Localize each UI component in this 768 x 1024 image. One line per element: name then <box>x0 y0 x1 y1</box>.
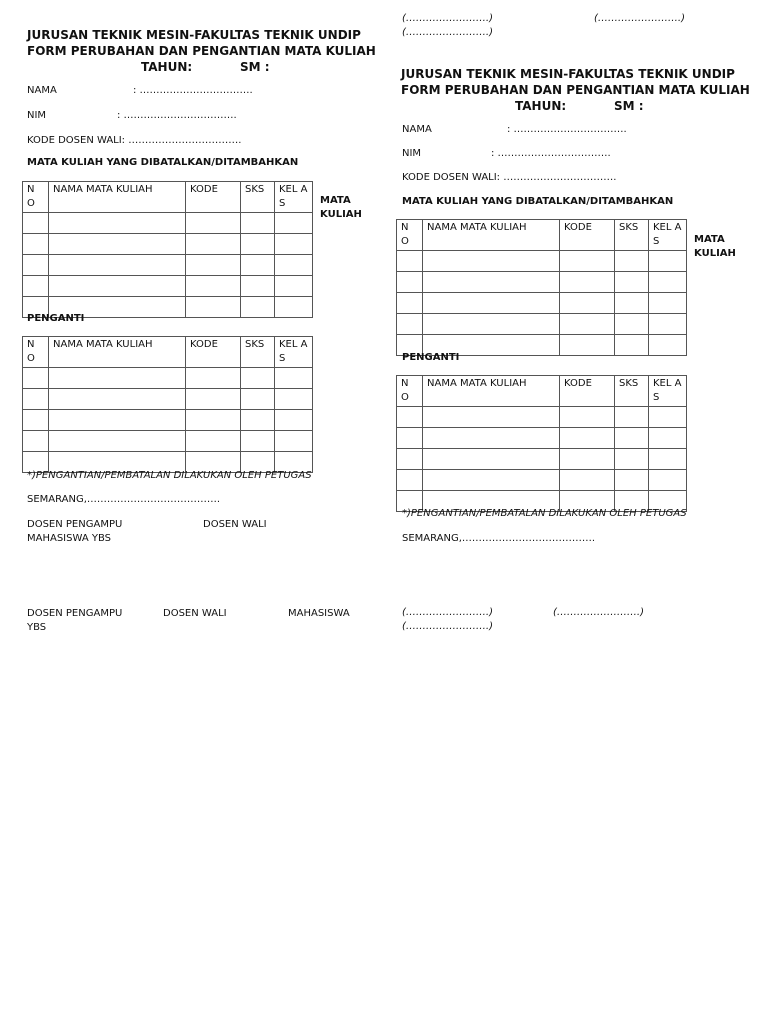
table-cell[interactable] <box>241 213 275 234</box>
table-cell[interactable] <box>615 272 649 293</box>
table-cell[interactable] <box>560 293 615 314</box>
right-sm-label: SM : <box>614 99 644 113</box>
table-cell[interactable] <box>397 449 423 470</box>
table-cell[interactable] <box>275 389 313 410</box>
col-header-no: N O <box>23 337 49 368</box>
left-sig2-dosen-wali: DOSEN WALI <box>163 608 227 619</box>
col-header-sks: SKS <box>241 337 275 368</box>
left-sig1-mahasiswa: MAHASISWA YBS <box>27 533 111 544</box>
col-header-sks: SKS <box>615 376 649 407</box>
table-row[interactable] <box>397 251 687 272</box>
table-cell[interactable] <box>186 276 241 297</box>
table-cell[interactable] <box>649 407 687 428</box>
right-header-line1: JURUSAN TEKNIK MESIN-FAKULTAS TEKNIK UNDIP <box>401 67 735 81</box>
col-header-kelas: KEL AS <box>275 182 313 213</box>
table-cell[interactable] <box>241 431 275 452</box>
table-cell[interactable] <box>423 272 560 293</box>
left-sig2-mahasiswa: MAHASISWA <box>288 608 350 619</box>
right-nim-label: NIM <box>402 148 422 159</box>
table-cell[interactable] <box>186 297 241 318</box>
table-cell[interactable] <box>560 449 615 470</box>
table-cell[interactable] <box>615 314 649 335</box>
table-cell[interactable] <box>241 297 275 318</box>
table-cell[interactable] <box>649 272 687 293</box>
table-cell[interactable] <box>397 293 423 314</box>
table-cell[interactable] <box>49 213 186 234</box>
table-cell[interactable] <box>615 428 649 449</box>
table-cell[interactable] <box>615 407 649 428</box>
table-cell[interactable] <box>649 251 687 272</box>
table-cell[interactable] <box>615 449 649 470</box>
table-cell[interactable] <box>423 428 560 449</box>
left-note: *)PENGANTIAN/PEMBATALAN DILAKUKAN OLEH PETUGAS <box>27 470 312 481</box>
left-sig2-dosen-pengampu: DOSEN PENGAMPU <box>27 608 123 619</box>
table-cell[interactable] <box>275 234 313 255</box>
table-cell[interactable] <box>23 234 49 255</box>
table-row[interactable] <box>23 368 313 389</box>
left-sm-label: SM : <box>240 60 270 74</box>
table-cell[interactable] <box>649 293 687 314</box>
col-header-sks: SKS <box>615 220 649 251</box>
table-cell[interactable] <box>186 368 241 389</box>
col-header-no: N O <box>23 182 49 213</box>
left-cancel-table <box>22 181 313 318</box>
col-header-nama: NAMA MATA KULIAH <box>49 337 186 368</box>
table-row[interactable] <box>23 255 313 276</box>
left-section1-title: MATA KULIAH YANG DIBATALKAN/DITAMBAHKAN <box>27 157 299 168</box>
right-replacement-table <box>396 375 687 512</box>
left-sig1-dosen-wali: DOSEN WALI <box>203 519 267 530</box>
table-cell[interactable] <box>649 335 687 356</box>
table-row[interactable] <box>23 234 313 255</box>
col-header-kode: KODE <box>186 337 241 368</box>
table-cell[interactable] <box>241 234 275 255</box>
table-cell[interactable] <box>615 251 649 272</box>
table-cell[interactable] <box>49 431 186 452</box>
table-row[interactable] <box>397 293 687 314</box>
right-section2-title: PENGANTI <box>402 352 460 363</box>
left-side-label-kuliah: KULIAH <box>320 209 362 220</box>
left-header-line2: FORM PERUBAHAN DAN PENGANTIAN MATA KULIAH <box>27 44 376 58</box>
table-cell[interactable] <box>423 293 560 314</box>
table-cell[interactable] <box>615 335 649 356</box>
left-side-label-mata: MATA <box>320 195 351 206</box>
table-row[interactable] <box>397 272 687 293</box>
table-cell[interactable] <box>23 431 49 452</box>
col-header-kelas: KEL AS <box>275 337 313 368</box>
col-header-no: N O <box>397 220 423 251</box>
table-cell[interactable] <box>423 407 560 428</box>
table-cell[interactable] <box>275 410 313 431</box>
table-row[interactable] <box>397 428 687 449</box>
col-header-nama: NAMA MATA KULIAH <box>49 182 186 213</box>
right-nama-label: NAMA <box>402 124 432 135</box>
right-top-sig-placeholder-2: (…………………….) <box>594 13 685 24</box>
left-section2-title: PENGANTI <box>27 313 85 324</box>
table-cell[interactable] <box>560 470 615 491</box>
table-cell[interactable] <box>423 449 560 470</box>
right-section1-title: MATA KULIAH YANG DIBATALKAN/DITAMBAHKAN <box>402 196 674 207</box>
table-cell[interactable] <box>615 470 649 491</box>
table-row[interactable] <box>397 314 687 335</box>
left-header-line1: JURUSAN TEKNIK MESIN-FAKULTAS TEKNIK UNDIP <box>27 28 361 42</box>
table-cell[interactable] <box>23 368 49 389</box>
left-sig2-ybs: YBS <box>27 622 47 633</box>
table-cell[interactable] <box>397 314 423 335</box>
right-semarang-field[interactable]: SEMARANG,…………………………………. <box>402 533 596 544</box>
table-cell[interactable] <box>186 410 241 431</box>
table-cell[interactable] <box>275 276 313 297</box>
table-cell[interactable] <box>560 251 615 272</box>
right-top-sig-placeholder-1: (…………………….) <box>402 13 493 24</box>
table-cell[interactable] <box>186 389 241 410</box>
table-cell[interactable] <box>241 368 275 389</box>
col-header-nama: NAMA MATA KULIAH <box>423 376 560 407</box>
table-cell[interactable] <box>275 297 313 318</box>
col-header-kode: KODE <box>186 182 241 213</box>
table-cell[interactable] <box>49 410 186 431</box>
table-cell[interactable] <box>275 431 313 452</box>
table-cell[interactable] <box>560 314 615 335</box>
table-cell[interactable] <box>275 213 313 234</box>
table-cell[interactable] <box>649 470 687 491</box>
table-row[interactable] <box>23 276 313 297</box>
table-cell[interactable] <box>560 272 615 293</box>
right-header-line2: FORM PERUBAHAN DAN PENGANTIAN MATA KULIAH <box>401 83 750 97</box>
table-cell[interactable] <box>560 335 615 356</box>
right-top-sig-placeholder-3: (…………………….) <box>402 27 493 38</box>
right-bottom-sig-placeholder-1: (…………………….) <box>402 607 493 618</box>
table-row[interactable] <box>397 449 687 470</box>
left-nama-label: NAMA <box>27 85 57 96</box>
table-cell[interactable] <box>397 272 423 293</box>
table-cell[interactable] <box>560 407 615 428</box>
right-nim-field[interactable]: : ……………………………. <box>491 148 611 159</box>
table-cell[interactable] <box>23 213 49 234</box>
left-kode-dosen-wali-field[interactable]: KODE DOSEN WALI: ……………………………. <box>27 135 242 146</box>
table-cell[interactable] <box>186 255 241 276</box>
table-cell[interactable] <box>423 470 560 491</box>
table-row[interactable] <box>397 470 687 491</box>
table-cell[interactable] <box>397 470 423 491</box>
table-cell[interactable] <box>649 314 687 335</box>
table-cell[interactable] <box>23 255 49 276</box>
table-cell[interactable] <box>275 368 313 389</box>
col-header-kelas: KEL AS <box>649 220 687 251</box>
col-header-kode: KODE <box>560 376 615 407</box>
col-header-sks: SKS <box>241 182 275 213</box>
table-cell[interactable] <box>23 389 49 410</box>
table-cell[interactable] <box>241 389 275 410</box>
table-cell[interactable] <box>275 255 313 276</box>
table-row[interactable] <box>397 407 687 428</box>
table-cell[interactable] <box>241 410 275 431</box>
right-bottom-sig-placeholder-2: (…………………….) <box>553 607 644 618</box>
table-cell[interactable] <box>560 428 615 449</box>
table-cell[interactable] <box>23 276 49 297</box>
left-tahun-label: TAHUN: <box>141 60 193 74</box>
right-note: *)PENGANTIAN/PEMBATALAN DILAKUKAN OLEH PETUGAS <box>402 508 687 519</box>
right-side-label-mata: MATA <box>694 234 725 245</box>
table-cell[interactable] <box>397 407 423 428</box>
right-cancel-table <box>396 219 687 356</box>
right-kode-dosen-wali-field[interactable]: KODE DOSEN WALI: ……………………………. <box>402 172 617 183</box>
left-nama-field[interactable]: : ……………………………. <box>133 85 253 96</box>
table-cell[interactable] <box>423 251 560 272</box>
left-semarang-field[interactable]: SEMARANG,…………………………………. <box>27 494 221 505</box>
table-cell[interactable] <box>423 314 560 335</box>
table-cell[interactable] <box>49 368 186 389</box>
table-cell[interactable] <box>49 276 186 297</box>
table-row[interactable] <box>23 213 313 234</box>
table-cell[interactable] <box>615 293 649 314</box>
table-cell[interactable] <box>186 431 241 452</box>
right-bottom-sig-placeholder-3: (…………………….) <box>402 621 493 632</box>
table-cell[interactable] <box>649 428 687 449</box>
left-nim-field[interactable]: : ……………………………. <box>117 110 237 121</box>
col-header-kode: KODE <box>560 220 615 251</box>
col-header-kelas: KEL AS <box>649 376 687 407</box>
col-header-nama: NAMA MATA KULIAH <box>423 220 560 251</box>
table-cell[interactable] <box>241 276 275 297</box>
left-sig1-dosen-pengampu: DOSEN PENGAMPU <box>27 519 123 530</box>
table-cell[interactable] <box>397 251 423 272</box>
left-replacement-table <box>22 336 313 473</box>
table-row[interactable] <box>23 389 313 410</box>
table-cell[interactable] <box>186 234 241 255</box>
table-cell[interactable] <box>49 255 186 276</box>
table-cell[interactable] <box>23 410 49 431</box>
table-row[interactable] <box>23 410 313 431</box>
right-nama-field[interactable]: : ……………………………. <box>507 124 627 135</box>
table-row[interactable] <box>23 431 313 452</box>
table-cell[interactable] <box>186 213 241 234</box>
right-tahun-label: TAHUN: <box>515 99 567 113</box>
table-cell[interactable] <box>241 255 275 276</box>
left-nim-label: NIM <box>27 110 47 121</box>
table-cell[interactable] <box>49 234 186 255</box>
table-cell[interactable] <box>49 389 186 410</box>
right-side-label-kuliah: KULIAH <box>694 248 736 259</box>
table-cell[interactable] <box>397 428 423 449</box>
table-cell[interactable] <box>649 449 687 470</box>
col-header-no: N O <box>397 376 423 407</box>
